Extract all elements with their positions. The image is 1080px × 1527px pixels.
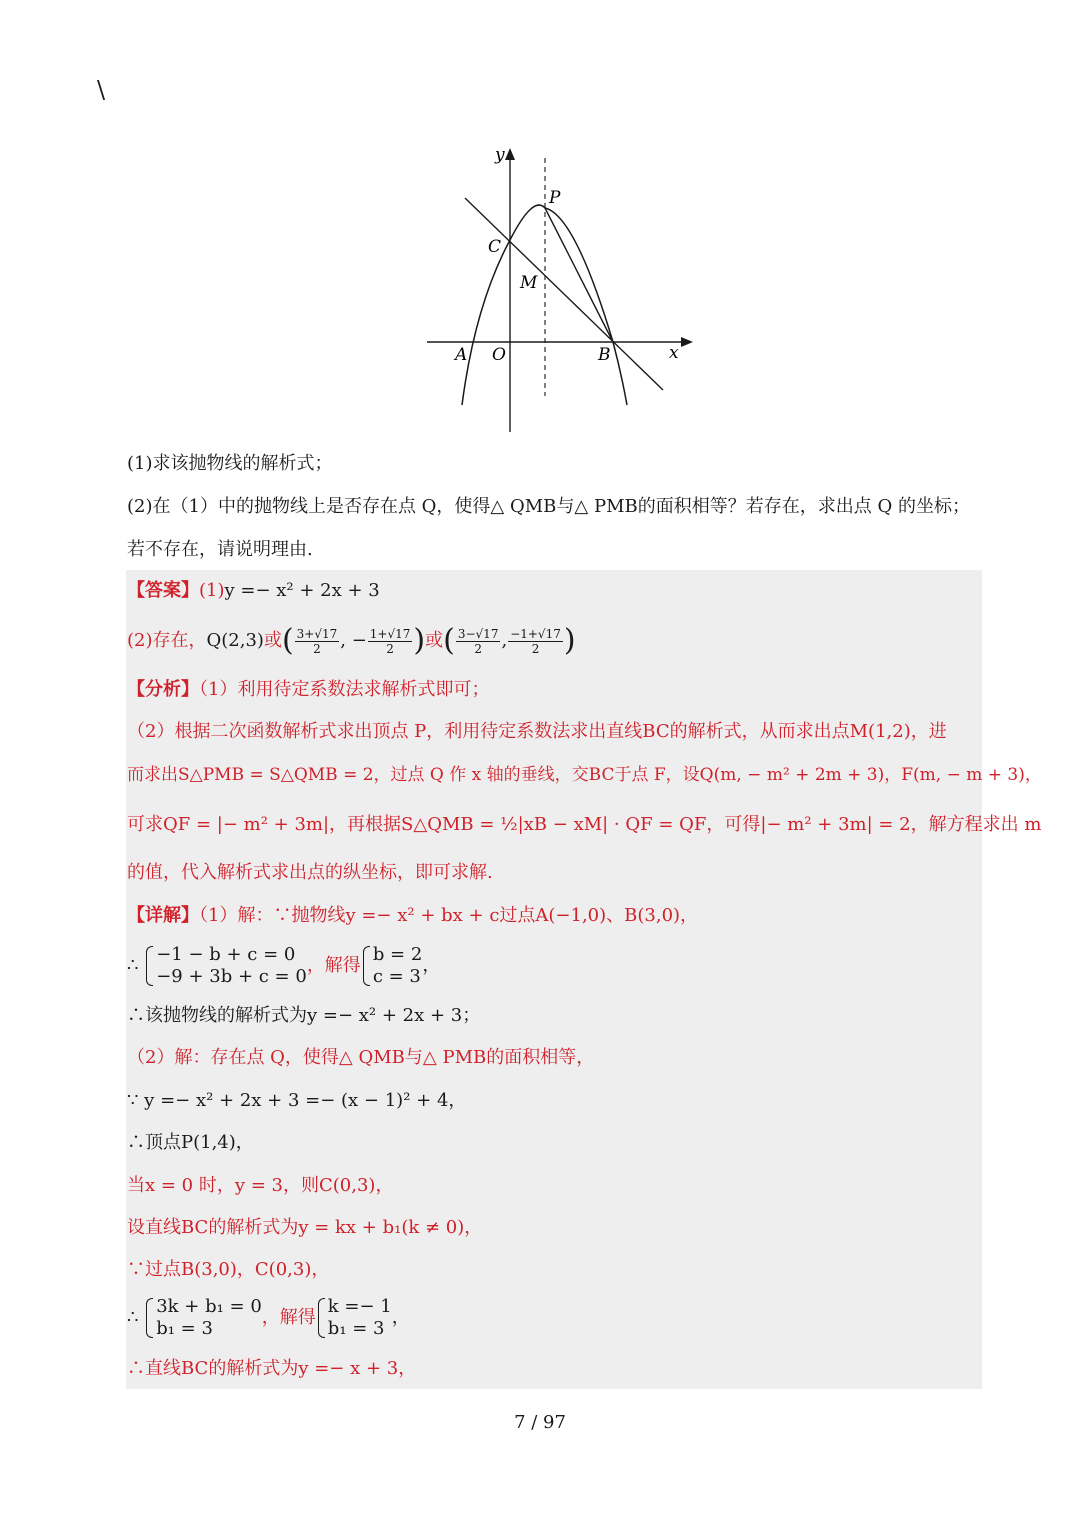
answer-tag: 【答案】 <box>127 580 199 601</box>
system1-eqs: −1 − b + c = 0 −9 + 3b + c = 0 <box>144 944 307 988</box>
analysis-tag: 【分析】 <box>127 679 199 700</box>
detail-system2: ∴ 3k + b₁ = 0 b₁ = 3 ，解得 k =− 1 b₁ = 3 ， <box>127 1296 410 1339</box>
answer-or1: 或 <box>263 630 282 651</box>
frac-1: $\frac{3+√17}{2}$ <box>296 626 338 656</box>
label-y: y <box>495 145 505 165</box>
detail-line8: 设直线BC的解析式为y = kx + b₁(k ≠ 0)， <box>127 1217 483 1238</box>
paren-close-2: ) <box>563 623 576 658</box>
answer-p2-label: (2)存在， <box>127 630 207 651</box>
detail-line9: ∵过点B(3,0)，C(0,3)， <box>127 1259 330 1280</box>
system2-solution: k =− 1 b₁ = 3 <box>316 1296 392 1340</box>
detail-line1 <box>127 903 698 929</box>
paren-open-2: ( <box>443 623 455 658</box>
label-p: P <box>549 188 561 208</box>
frac-2: $\frac{1+√17}{2}$ <box>369 626 411 656</box>
analysis-l1: （1）利用待定系数法求解析式即可； <box>199 679 490 700</box>
answer-line1 <box>127 578 380 604</box>
question-part2-line1: (2)在（1）中的抛物线上是否存在点 Q，使得△ QMB与△ PMB的面积相等？若存在，求出点 Q 的坐标； <box>127 496 970 517</box>
detail-line3: ∴该抛物线的解析式为y =− x² + 2x + 3； <box>127 1005 481 1026</box>
paren-close-1: ) <box>413 623 426 658</box>
paren-open-1: ( <box>281 623 294 658</box>
analysis-line3: 而求出S△PMB = S△QMB = 2，过点 Q 作 x 轴的垂线，交BC于点 F，设Q(m, − m² + 2m + 3)，F(m, − m + 3)， <box>127 765 1042 785</box>
segment-pb <box>545 208 613 342</box>
label-b: B <box>598 345 611 365</box>
label-c: C <box>488 237 502 257</box>
detail-system1: ∴ −1 − b + c = 0 −9 + 3b + c = 0 ，解得 b = 2 c = 3 ， <box>127 944 441 987</box>
stray-mark: \ <box>97 76 106 104</box>
analysis-line4: 可求QF = |− m² + 3m|，再根据S△QMB = ½|xB − xM| · QF = QF，可得|− m² + 3m| = 2，解方程求出 m <box>127 814 1042 835</box>
detail-l1: （1）解：∵抛物线y =− x² + bx + c过点A(−1,0)、B(3,0)， <box>199 905 699 926</box>
frac-4: $\frac{-1+√17}{2}$ <box>510 626 561 656</box>
detail-line6: ∴顶点P(1,4)， <box>127 1132 254 1153</box>
detail-tag: 【详解】 <box>127 905 199 926</box>
question-part2-line2: 若不存在，请说明理由. <box>127 539 313 560</box>
label-m: M <box>520 273 538 293</box>
question-part1: (1)求该抛物线的解析式； <box>127 453 333 474</box>
analysis-line5: 的值，代入解析式求出点的纵坐标，即可求解. <box>127 862 493 883</box>
label-a: A <box>455 345 468 365</box>
system1-solution: b = 2 c = 3 <box>361 944 423 988</box>
system2-solve-label: ，解得 <box>261 1307 316 1328</box>
answer-p1-label: (1) <box>199 580 225 601</box>
detail-line7: 当x = 0 时，y = 3，则C(0,3)， <box>127 1175 394 1196</box>
system2-eqs: 3k + b₁ = 0 b₁ = 3 <box>144 1296 262 1340</box>
label-o: O <box>492 345 506 365</box>
answer-q1: Q(2,3) <box>206 630 264 651</box>
detail-line11: ∴直线BC的解析式为y =− x + 3， <box>127 1358 417 1379</box>
detail-line4: （2）解：存在点 Q，使得△ QMB与△ PMB的面积相等， <box>127 1047 595 1068</box>
y-axis-arrow <box>505 148 515 160</box>
analysis-line2: （2）根据二次函数解析式求出顶点 P，利用待定系数法求出直线BC的解析式，从而求出点M(1,2)，进 <box>127 721 947 742</box>
parabola-figure <box>415 140 695 440</box>
answer-line2: (2)存在，Q(2,3)或( $\frac{3+√17}{2}$ , − $\frac{1+√17}{2}$ )或( $\frac{3-√17}{2}$ , $\frac{-1+√17}{2}$ ) <box>127 623 576 658</box>
x-axis-arrow <box>681 337 693 347</box>
detail-line5: ∵ y =− x² + 2x + 3 =− (x − 1)² + 4， <box>127 1090 467 1111</box>
answer-or2: 或 <box>425 630 444 651</box>
analysis-line1 <box>127 677 489 703</box>
frac-3: $\frac{3-√17}{2}$ <box>457 626 499 656</box>
answer-p1-expr: y =− x² + 2x + 3 <box>224 580 380 601</box>
system1-solve-label: ，解得 <box>306 955 361 976</box>
page-number: 7 / 97 <box>514 1412 566 1433</box>
label-x: x <box>669 343 679 363</box>
